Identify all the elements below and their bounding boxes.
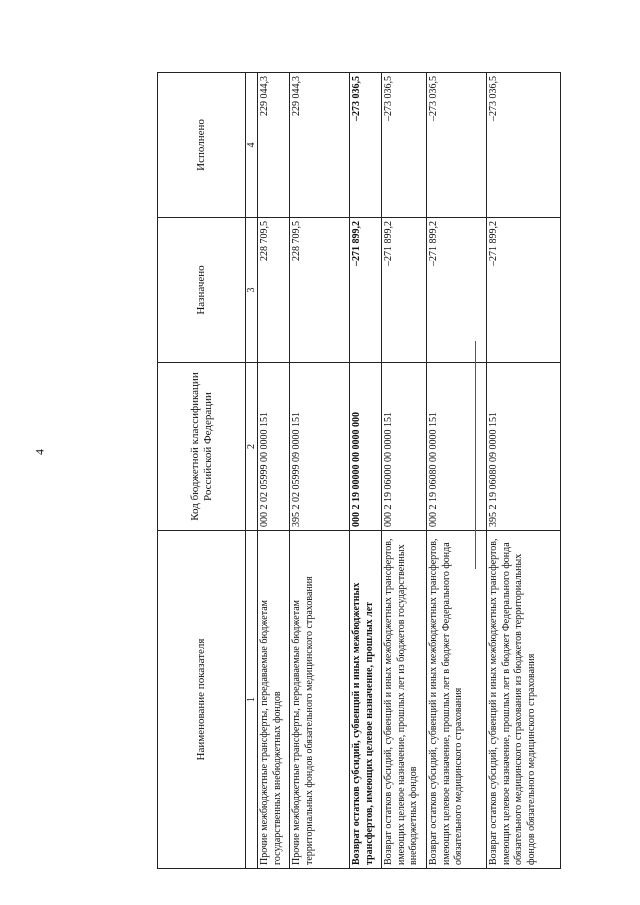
header-name: Наименование показателя [158,531,246,869]
row-assigned: –271 899,2 [350,218,382,363]
header-executed: Исполнено [158,73,246,218]
table-row [258,73,290,869]
row-name: Возврат остатков субсидий, субвенций и иных межбюджетных трансфертов, имеющих целевое назначение, прошлых лет в бюджет Федерального фонда обязательного медицинского страхования из бюджетов территориальных фондов обязательного медицинского страхования [487,531,561,869]
table-row [290,73,350,869]
row-code: 000 2 19 00000 00 0000 000 [350,363,382,531]
row-executed: 229 044,3 [258,73,290,218]
column-number-row [246,73,258,869]
row-code: 000 2 19 06080 00 0000 151 [427,363,487,531]
row-name: Прочие межбюджетные трансферты, передаваемые бюджетам государственных внебюджетных фондов [258,531,290,869]
row-name: Прочие межбюджетные трансферты, передаваемые бюджетам территориальных фондов обязательного медицинского страхования [290,531,350,869]
budget-table-rotated [157,73,537,869]
row-name: Возврат остатков субсидий, субвенций и иных межбюджетных трансфертов, имеющих целевое назначение, прошлых лет в бюджет Федерального фонда обязательного медицинского страхования [427,531,487,869]
row-assigned: 228 709,5 [258,218,290,363]
header-row [158,73,246,869]
row-name: Возврат остатков субсидий, субвенций и иных межбюджетных трансфертов, имеющих целевое назначение, прошлых лет из бюджетов государственных внебюджетных фондов [382,531,427,869]
row-assigned: –271 899,2 [487,218,561,363]
table-row [350,73,382,869]
header-assigned: Назначено [158,218,246,363]
row-executed: –273 036,5 [427,73,487,218]
col-number-4: 4 [246,73,258,218]
row-assigned: –271 899,2 [427,218,487,363]
page-number: 4 [32,449,47,455]
row-assigned: –271 899,2 [382,218,427,363]
col-number-3: 3 [246,218,258,363]
budget-table [157,72,561,869]
row-name: Возврат остатков субсидий, субвенций и иных межбюджетных трансфертов, имеющих целевое назначение, прошлых лет [350,531,382,869]
row-code: 000 2 19 06000 00 0000 151 [382,363,427,531]
row-code: 395 2 02 05999 09 0000 151 [290,363,350,531]
header-code: Код бюджетной классификации Российской Федерации [158,363,246,531]
row-executed: –273 036,5 [350,73,382,218]
end-rule-divider [475,341,476,569]
row-code: 395 2 19 06080 09 0000 151 [487,363,561,531]
row-executed: –273 036,5 [382,73,427,218]
table-row [382,73,427,869]
row-executed: –273 036,5 [487,73,561,218]
col-number-2: 2 [246,363,258,531]
row-assigned: 228 709,5 [290,218,350,363]
col-number-1: 1 [246,531,258,869]
row-code: 000 2 02 05999 00 0000 151 [258,363,290,531]
row-executed: 229 044,3 [290,73,350,218]
table-row [427,73,487,869]
table-row [487,73,561,869]
